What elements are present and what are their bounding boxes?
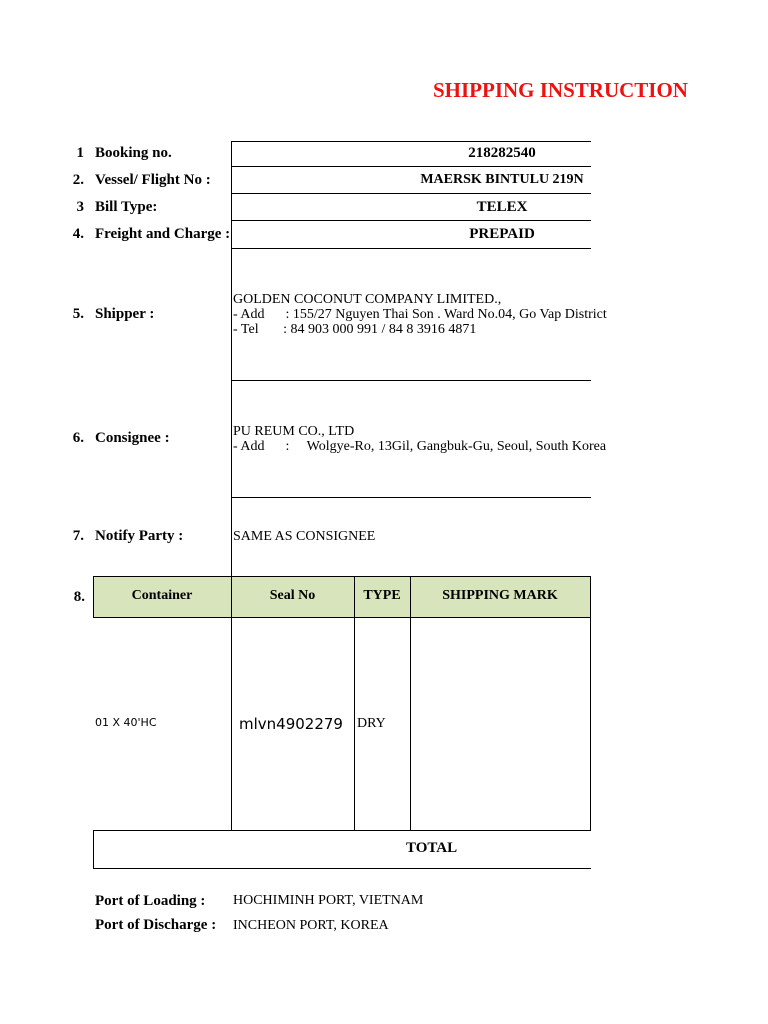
shipper-name: GOLDEN COCONUT COMPANY LIMITED., [233,292,502,307]
divider [93,830,591,831]
booking-label: Booking no. [95,145,172,161]
divider [590,576,591,830]
divider [93,576,591,577]
row-number: 2. [72,172,84,188]
port-of-discharge-value: INCHEON PORT, KOREA [233,918,389,933]
row-number: 1 [76,145,84,161]
divider [410,576,411,830]
divider [231,497,591,498]
notify-value: SAME AS CONSIGNEE [233,529,376,544]
row-number: 8. [73,589,85,605]
freight-label: Freight and Charge : [95,226,231,242]
divider [231,166,591,167]
bill-type-value: TELEX [476,199,528,215]
row-number: 4. [72,226,84,242]
notify-label: Notify Party : [95,528,184,544]
row-number: 7. [72,528,84,544]
divider [93,830,94,869]
column-header-seal: Seal No [269,588,316,603]
vessel-label: Vessel/ Flight No : [95,172,211,188]
column-header-type: TYPE [363,588,401,603]
divider [354,576,355,830]
consignee-name: PU REUM CO., LTD [233,424,355,439]
port-of-discharge-label: Port of Discharge : [95,917,217,933]
divider [231,141,591,142]
column-header-container: Container [131,588,193,603]
column-header-shipping-mark: SHIPPING MARK [442,588,558,603]
booking-value: 218282540 [468,145,536,161]
total-label: TOTAL [406,840,458,856]
port-of-loading-value: HOCHIMINH PORT, VIETNAM [233,893,424,908]
divider [93,617,591,618]
seal-cell: mlvn4902279 [239,715,343,733]
divider [231,248,591,249]
row-number: 3 [76,199,84,215]
freight-value: PREPAID [469,226,535,242]
bill-type-label: Bill Type: [95,199,158,215]
consignee-address: - Add : Wolgye-Ro, 13Gil, Gangbuk-Gu, Seoul, South Korea [233,439,607,454]
container-cell: 01 X 40'HC [95,716,157,729]
divider [231,380,591,381]
vessel-value: MAERSK BINTULU 219N [420,172,584,187]
divider [231,576,232,830]
divider [231,141,232,577]
document-title: SHIPPING INSTRUCTION [433,78,688,102]
type-cell: DRY [357,716,386,731]
consignee-label: Consignee : [95,430,170,446]
row-number: 5. [72,306,84,322]
row-number: 6. [72,430,84,446]
divider [93,868,591,869]
shipper-label: Shipper : [95,306,155,322]
shipper-tel: - Tel : 84 903 000 991 / 84 8 3916 4871 [233,322,477,337]
divider [231,220,591,221]
port-of-loading-label: Port of Loading : [95,893,206,909]
divider [231,193,591,194]
shipper-address: - Add : 155/27 Nguyen Thai Son . Ward No.04, Go Vap District [233,307,607,322]
